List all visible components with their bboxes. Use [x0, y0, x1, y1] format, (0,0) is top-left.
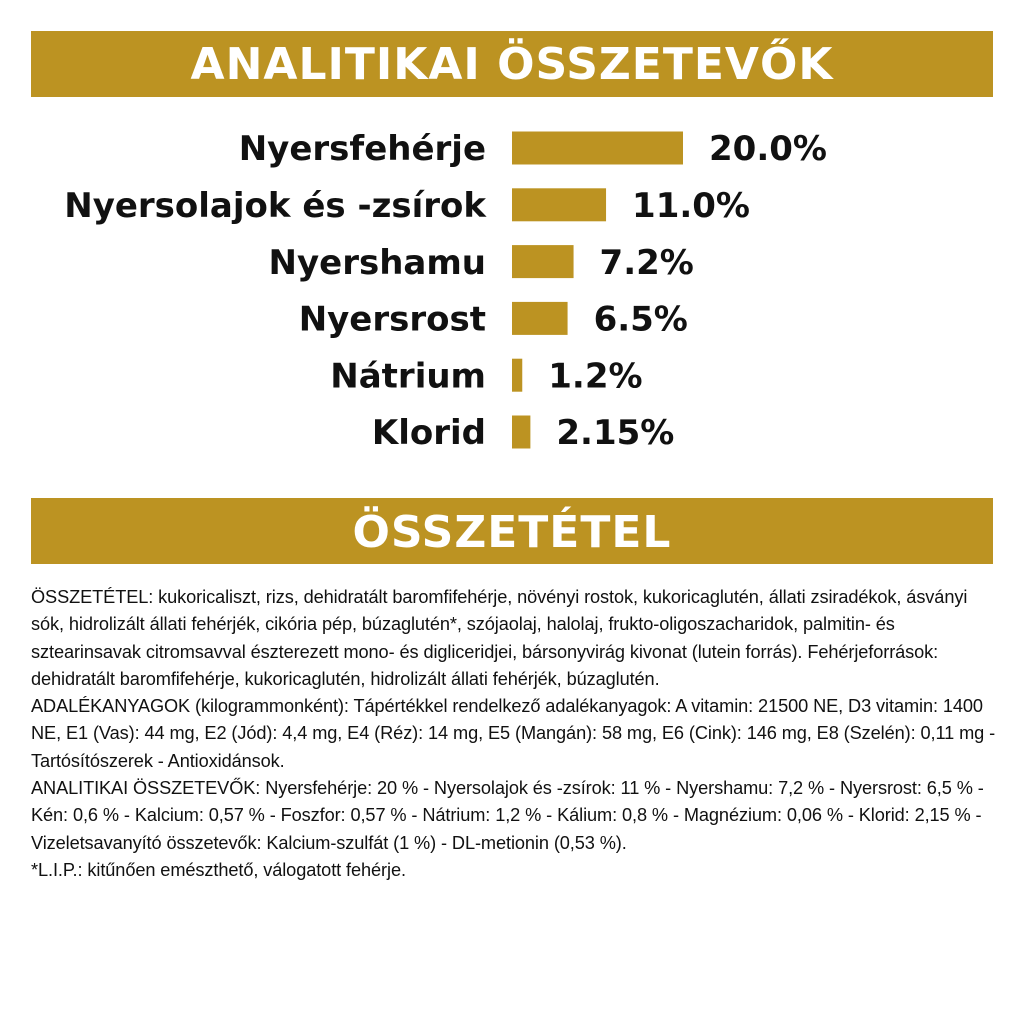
composition-section-title: ÖSSZETÉTEL: [352, 507, 672, 558]
analytics-section-banner: [31, 31, 993, 97]
value-label: 6.5%: [593, 299, 688, 340]
bar: [512, 245, 574, 278]
value-label: 20.0%: [709, 129, 827, 170]
composition-paragraph-additives: ADALÉKANYAGOK (kilogrammonként): Tápértékkel rendelkező adalékanyagok: A vitamin: 21500 NE, D3 vitamin: 1400 NE, E1 (Vas): 44 mg, E2 (Jód): 4,4 mg, E4 (Réz): 14 mg, E5 (Mangán): 58 mg, E6 (Cink): 146 mg, E8 (Szelén): 0,11 mg - Tartósítószerek - Antioxidánsok.: [31, 696, 996, 771]
bar: [512, 132, 683, 165]
category-label: Nátrium: [330, 356, 486, 397]
composition-section-banner: [31, 498, 993, 564]
value-label: 11.0%: [632, 186, 751, 227]
value-label: 7.2%: [599, 242, 694, 283]
category-label: Nyersfehérje: [238, 129, 486, 170]
composition-paragraph-footnote: *L.I.P.: kitűnően emészthető, válogatott fehérje.: [31, 859, 406, 880]
category-label: Nyersrost: [298, 299, 486, 340]
category-label: Klorid: [371, 413, 486, 454]
composition-paragraph-ingredients: ÖSSZETÉTEL: kukoricaliszt, rizs, dehidratált baromfifehérje, növényi rostok, kukoricaglutén, állati zsiradékok, ásványi sók, hidrolizált állati fehérjék, cikória pép, búzaglutén*, szójaolaj, halolaj, frukto-oligoszacharidok, palmitin- és sztearinsavak citromsavval észterezett mono- és digliceridjei, bársonyvirág kivonat (lutein forrás). Fehérjeforrások: dehidratált baromfifehérje, kukoricaglutén, hidrolizált állati fehérjék, búzaglutén.: [31, 587, 968, 689]
analytics-bar-chart: [0, 110, 1024, 480]
category-label: Nyersolajok és -zsírok: [64, 186, 486, 227]
value-label: 2.15%: [556, 413, 675, 454]
value-label: 1.2%: [548, 356, 643, 397]
composition-paragraph-analytics: ANALITIKAI ÖSSZETEVŐK: Nyersfehérje: 20 % - Nyersolajok és -zsírok: 11 % - Nyershamu: 7,2 % - Nyersrost: 6,5 % - Kén: 0,6 % - Kalcium: 0,57 % - Foszfor: 0,57 % - Nátrium: 1,2 % - Kálium: 0,8 % - Magnézium: 0,06 % - Klorid: 2,15 % - Vizeletsavanyító összetevők: Kalcium-szulfát (1 %) - DL-metionin (0,53 %).: [31, 778, 984, 853]
composition-text-block: [31, 584, 1003, 884]
bar: [512, 416, 530, 449]
bar: [512, 359, 522, 392]
bar: [512, 188, 606, 221]
category-label: Nyershamu: [268, 242, 486, 283]
bar: [512, 302, 568, 335]
analytics-section-title: ANALITIKAI ÖSSZETEVŐK: [190, 39, 834, 90]
